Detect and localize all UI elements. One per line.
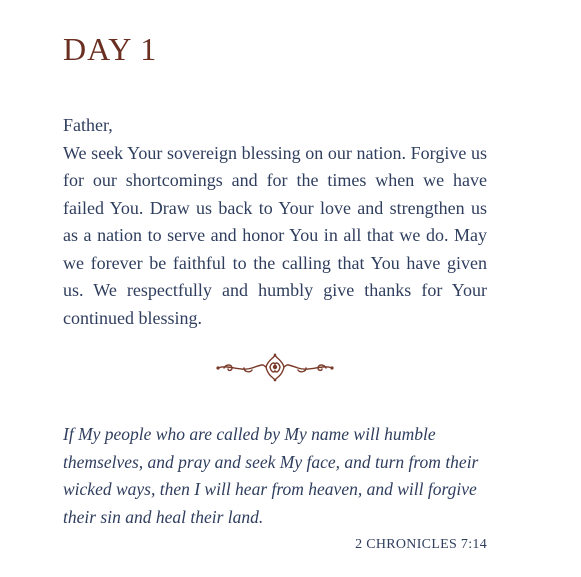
prayer-salutation: Father, [63, 115, 113, 135]
flourish-divider-icon [214, 352, 336, 382]
scripture-verse: If My people who are called by My name will humble themselves, and pray and seek My face, and turn from their wicked ways, then I will hear from heaven, and will forgive their sin and heal their land. [63, 424, 479, 527]
scripture-reference: 2 CHRONICLES 7:14 [355, 537, 487, 552]
prayer-block [63, 112, 487, 332]
page-title: DAY 1 [63, 31, 158, 67]
prayer-body: We seek Your sovereign blessing on our nation. Forgive us for our shortcomings and for the times when we have failed You. Draw us back to Your love and strengthen us as a nation to serve and honor You in all that we do. May we forever be faithful to the calling that You have given us. We respectfully and humbly give thanks for Your continued blessing. [63, 142, 487, 328]
